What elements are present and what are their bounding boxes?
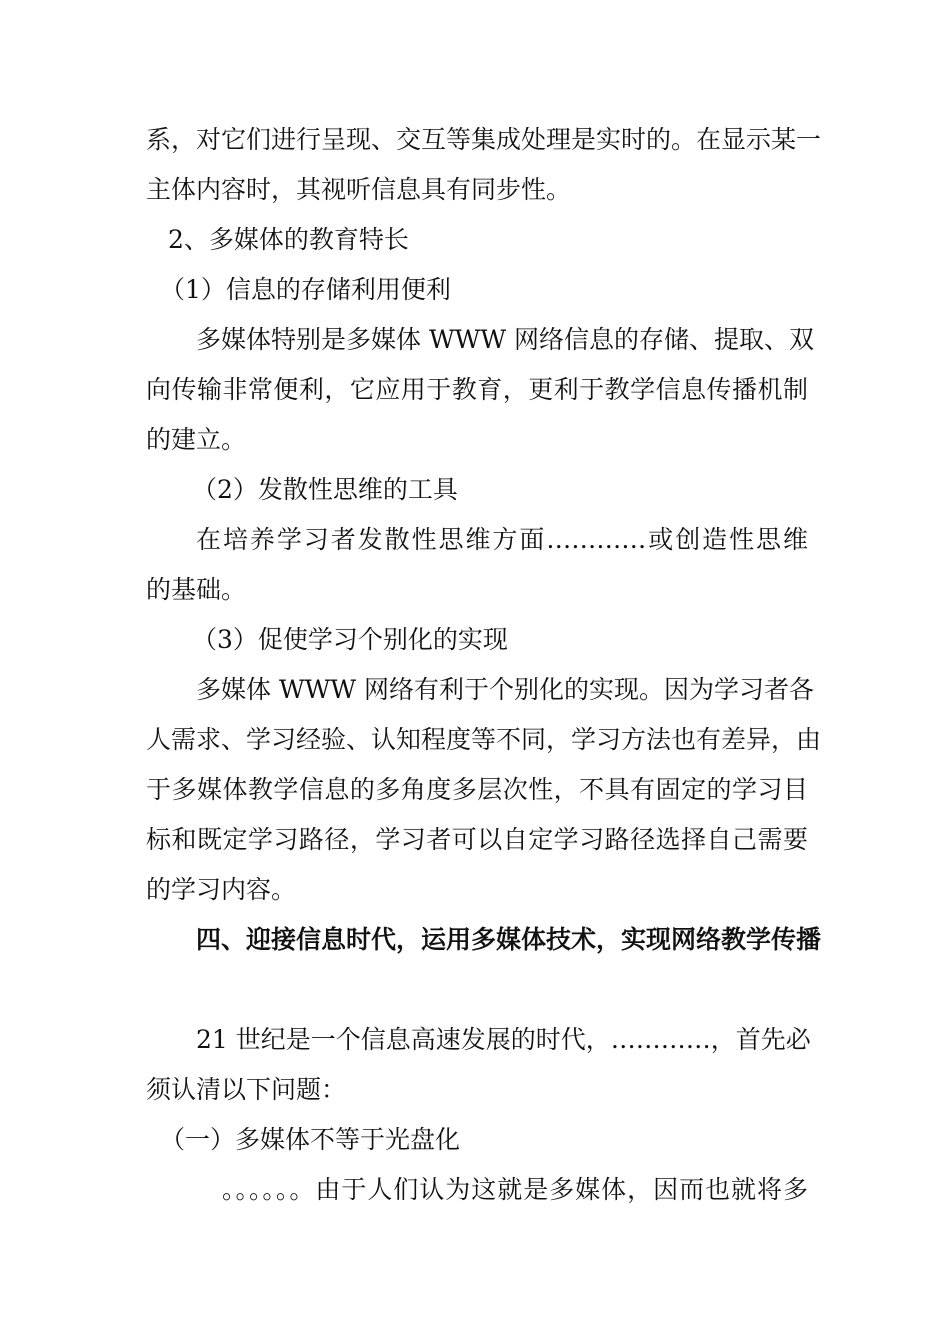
paragraph-line: 21 世纪是一个信息高速发展的时代，…………，首先必 [196,1025,811,1054]
chapter-heading: 四、迎接信息时代，运用多媒体技术，实现网络教学传播 [196,925,822,954]
subsection-heading: （3）促使学习个别化的实现 [192,625,508,654]
subsection-heading: （一）多媒体不等于光盘化 [160,1125,461,1154]
section-heading: 2、多媒体的教育特长 [168,225,409,254]
subsection-heading: （2）发散性思维的工具 [192,475,458,504]
paragraph-line: 多媒体 WWW 网络有利于个别化的实现。因为学习者各 [196,675,814,704]
paragraph-line: 主体内容时，其视听信息具有同步性。 [146,175,572,204]
paragraph-line: 向传输非常便利，它应用于教育，更利于教学信息传播机制 [146,375,808,404]
paragraph-line: 于多媒体教学信息的多角度多层次性，不具有固定的学习目 [146,775,808,804]
paragraph-line: 须认清以下问题： [146,1075,347,1104]
paragraph-line: 系，对它们进行呈现、交互等集成处理是实时的。在显示某一 [146,125,822,154]
paragraph-line: 。。。。。。由于人们认为这就是多媒体，因而也就将多 [222,1175,808,1204]
paragraph-line: 的学习内容。 [146,875,297,904]
paragraph-line: 多媒体特别是多媒体 WWW 网络信息的存储、提取、双 [196,325,814,354]
paragraph-line: 在培养学习者发散性思维方面…………或创造性思维 [196,525,808,554]
paragraph-line: 的基础。 [146,575,247,604]
paragraph-line: 的建立。 [146,425,247,454]
subsection-heading: （1）信息的存储利用便利 [160,275,451,304]
paragraph-line: 标和既定学习路径，学习者可以自定学习路径选择自己需要 [146,825,808,854]
paragraph-line: 人需求、学习经验、认知程度等不同，学习方法也有差异，由 [146,725,822,754]
